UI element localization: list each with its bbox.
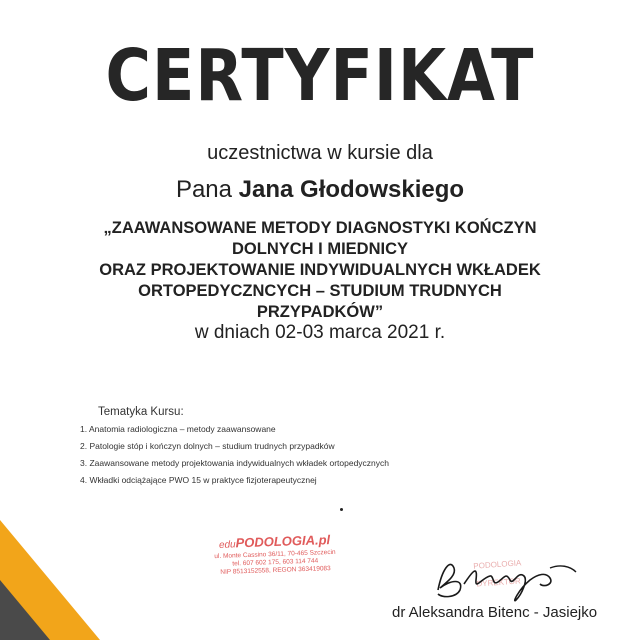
course-title-line: DOLNYCH I MIEDNICY [231,240,408,258]
topics-list [80,424,389,492]
signer-name: dr Aleksandra Bitenc - Jasiejko [392,604,598,621]
handwritten-signature [420,550,590,610]
topic-item: 2. Patologie stóp i kończyn dolnych – studium trudnych przypadków [80,441,335,451]
recipient-prefix: Pana [175,176,239,203]
certificate-title: CERTYFIKAT [105,33,535,118]
stamp-ids: NIP 8513152558, REGON 363419083 [220,565,331,576]
course-title [60,218,580,323]
topic-item: 4. Wkładki odciążające PWO 15 w praktyce fizjoterapeutycznej [80,475,317,485]
course-title-line: ORTOPEDYCZNCYCH – STUDIUM TRUDNYCH [138,282,502,300]
course-title-line: PRZYPADKÓW” [256,303,384,321]
stamp-logo-main: PODOLOGIA.pl [235,532,331,551]
stamp-logo-prefix: edu [218,539,236,551]
topics-heading: Tematyka Kursu: [98,406,184,418]
stamp-phone: tel. 607 602 175, 603 114 744 [232,557,319,568]
certificate-subtitle: uczestnictwa w kursie dla [207,142,433,164]
topic-item: 1. Anatomia radiologiczna – metody zaawansowane [80,424,276,434]
course-title-line: ORAZ PROJEKTOWANIE INDYWIDUALNYCH WKŁADEK [99,261,541,279]
director-stamp-brand: PODOLOGIA [473,558,522,571]
course-title-line: „ZAAWANSOWANE METODY DIAGNOSTYKI KOŃCZYN [103,219,537,237]
recipient [0,176,640,204]
topic-item: 3. Zaawansowane metody projektowania indywidualnych wkładek ortopedycznych [80,458,390,468]
course-dates: w dniach 02-03 marca 2021 r. [194,322,446,343]
company-stamp [199,532,350,577]
director-stamp-role: DYREKTOR [476,576,522,589]
recipient-name: Jana Głodowskiego [238,176,465,203]
stray-dot [340,508,343,511]
corner-decoration [0,520,110,640]
stamp-address: ul. Monte Cassino 36/11, 70-465 Szczecin [214,548,336,561]
